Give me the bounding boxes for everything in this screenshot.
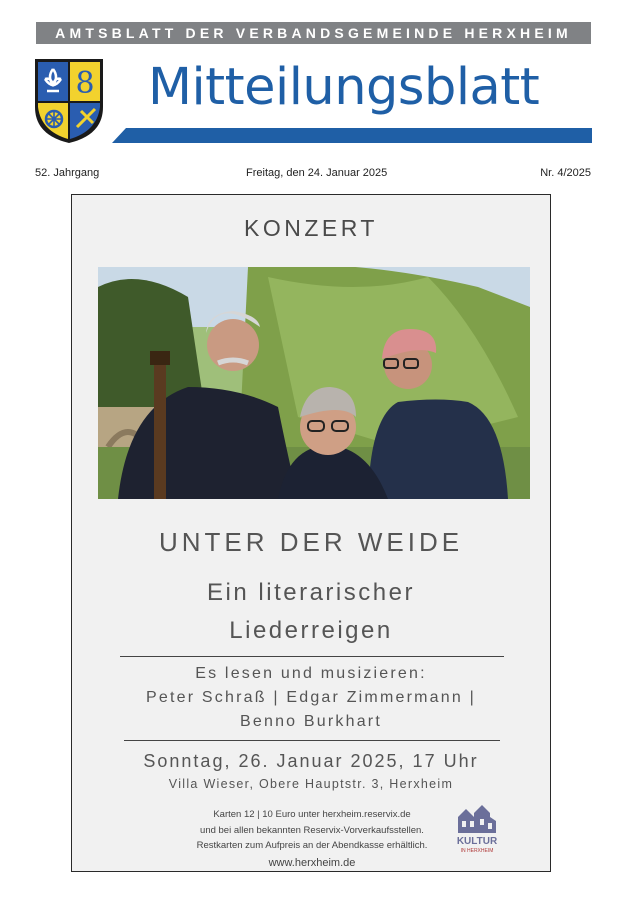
kultur-herxheim-logo-icon xyxy=(452,799,502,859)
divider xyxy=(124,740,500,741)
title-underline xyxy=(112,128,592,143)
newspaper-title: Mitteilungsblatt xyxy=(148,58,540,117)
logo-text: KULTUR xyxy=(456,836,498,847)
advert-subtitle-line2: Liederreigen xyxy=(229,617,393,644)
website-link[interactable]: www.herxheim.de xyxy=(268,857,356,869)
issue-date: Freitag, den 24. Januar 2025 xyxy=(246,167,388,179)
divider xyxy=(120,656,504,657)
advert-subtitle-line1: Ein literarischer xyxy=(207,579,415,606)
performers-names-line1: Peter Schraß | Edgar Zimmermann | xyxy=(146,689,476,706)
advert-kicker: KONZERT xyxy=(244,215,378,241)
performers-lead: Es lesen und musizieren: xyxy=(195,665,427,682)
concert-advert xyxy=(71,194,551,872)
event-datetime: Sonntag, 26. Januar 2025, 17 Uhr xyxy=(143,751,479,771)
advert-title: UNTER DER WEIDE xyxy=(158,527,464,557)
performers-names-line2: Benno Burkhart xyxy=(240,713,382,730)
musicians-photo xyxy=(98,267,530,499)
svg-text:8: 8 xyxy=(75,66,95,101)
ticket-info-line2: und bei allen bekannten Reservix-Vorverkaufsstellen. xyxy=(200,825,424,836)
coat-of-arms-icon xyxy=(33,57,105,145)
volume-label: 52. Jahrgang xyxy=(35,167,100,179)
event-venue: Villa Wieser, Obere Hauptstr. 3, Herxheim xyxy=(168,777,454,791)
logo-subtext: IN HERXHEIM xyxy=(460,848,494,854)
issue-number: Nr. 4/2025 xyxy=(540,167,591,179)
ticket-info-line1: Karten 12 | 10 Euro unter herxheim.reservix.de xyxy=(213,809,411,820)
masthead-banner: AMTSBLATT DER VERBANDSGEMEINDE HERXHEIM xyxy=(36,22,591,44)
ticket-info-line3: Restkarten zum Aufpreis an der Abendkasse erhältlich. xyxy=(196,840,428,851)
